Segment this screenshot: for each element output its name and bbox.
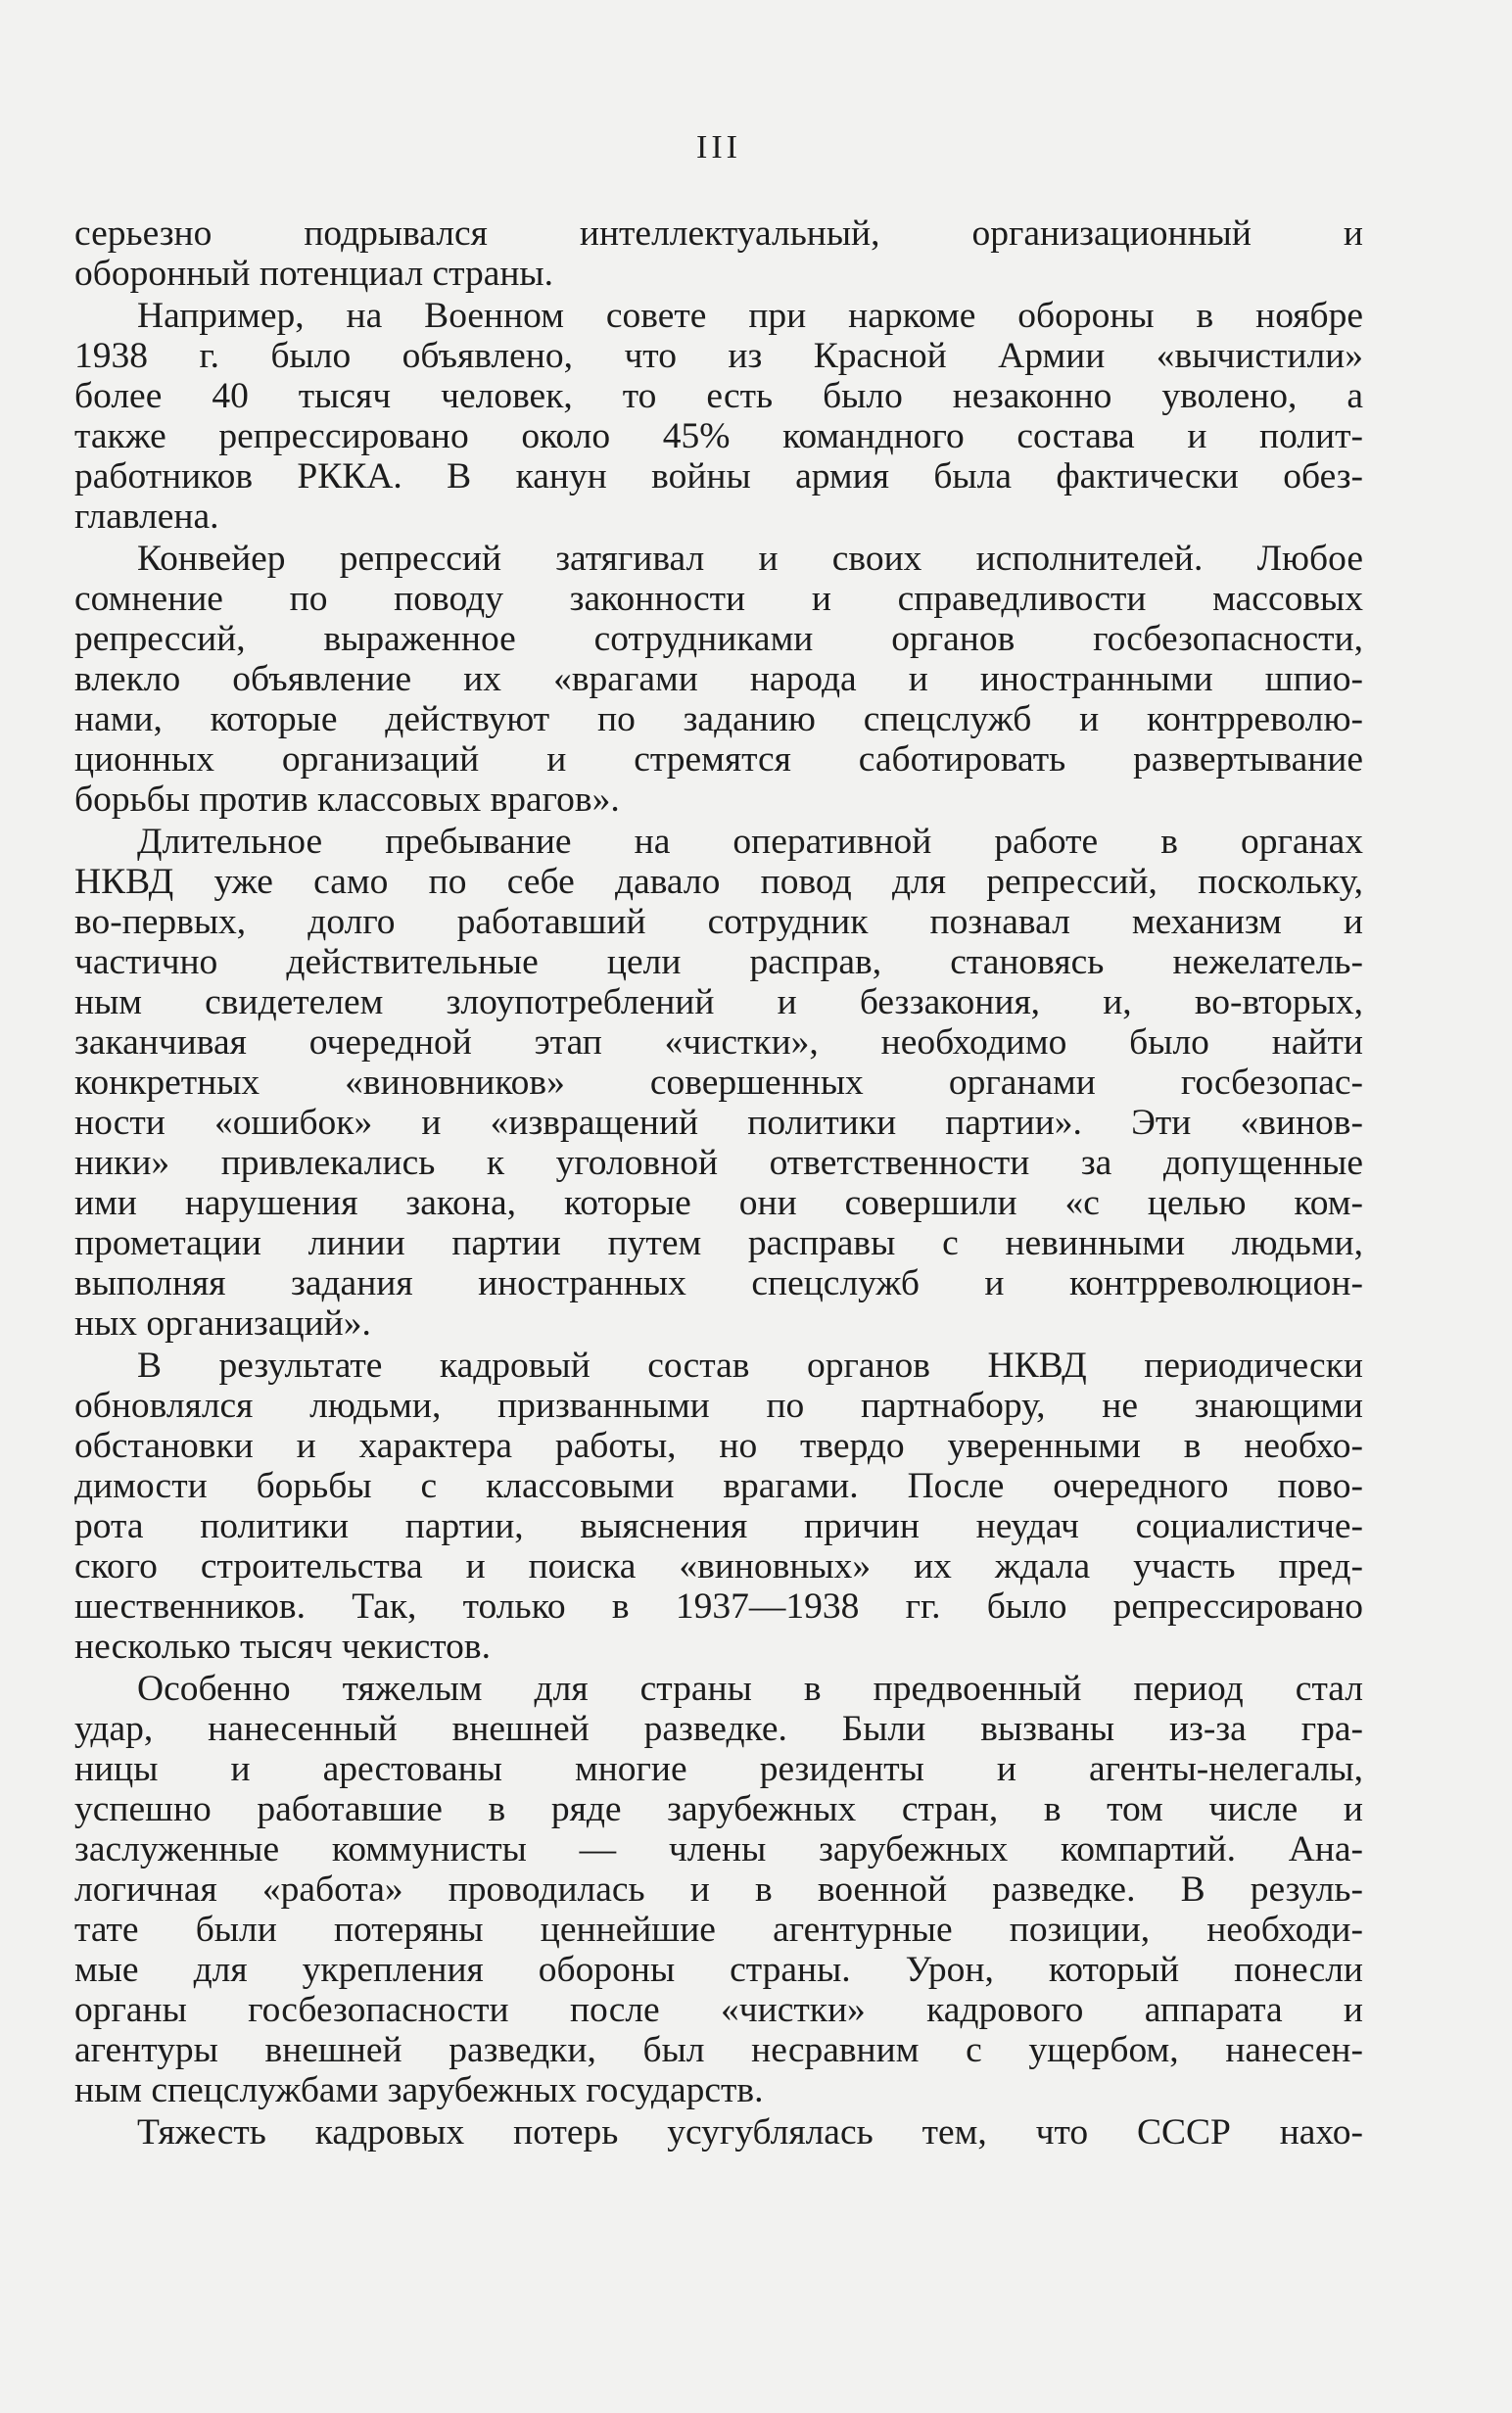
paragraph [74, 822, 1363, 1344]
text-line: успешно работавшие в ряде зарубежных стран, в том числе и [74, 1789, 1363, 1829]
paragraph [74, 296, 1363, 537]
text-line: В результате кадровый состав органов НКВД периодически [137, 1346, 1363, 1386]
paragraph [74, 539, 1363, 820]
text-line: заканчивая очередной этап «чистки», необходимо было найти [74, 1022, 1363, 1063]
text-line: ным свидетелем злоупотреблений и беззакония, и, во-вторых, [74, 982, 1363, 1022]
text-line: оборонный потенциал страны. [74, 254, 554, 294]
text-line: 1938 г. было объявлено, что из Красной Армии «вычистили» [74, 336, 1363, 376]
text-line: репрессий, выраженное сотрудниками органов госбезопасности, [74, 619, 1363, 659]
text-line: Тяжесть кадровых потерь усугублялась тем, что СССР нахо- [137, 2112, 1363, 2153]
text-line: Длительное пребывание на оперативной работе в органах [137, 822, 1363, 862]
text-line: серьезно подрывался интеллектуальный, организационный и [74, 213, 1363, 254]
text-line: работников РККА. В канун войны армия была фактически обез- [74, 456, 1363, 497]
text-line: димости борьбы с классовыми врагами. После очередного пово- [74, 1466, 1363, 1506]
text-line: конкретных «виновников» совершенных органами госбезопас- [74, 1063, 1363, 1103]
text-line: ими нарушения закона, которые они совершили «с целью ком- [74, 1183, 1363, 1223]
text-line: ционных организаций и стремятся саботировать развертывание [74, 739, 1363, 780]
text-line: органы госбезопасности после «чистки» кадрового аппарата и [74, 1990, 1363, 2030]
text-line: прометации линии партии путем расправы с невинными людьми, [74, 1223, 1363, 1263]
text-line: борьбы против классовых врагов». [74, 780, 620, 820]
text-line: агентуры внешней разведки, был несравним с ущербом, нанесен- [74, 2030, 1363, 2070]
text-line: частично действительные цели расправ, становясь нежелатель- [74, 942, 1363, 982]
text-line: ных организаций». [74, 1303, 371, 1344]
text-line: логичная «работа» проводилась и в военной разведке. В резуль- [74, 1869, 1363, 1910]
text-line: ники» привлекались к уголовной ответственности за допущенные [74, 1143, 1363, 1183]
book-page [74, 0, 1363, 2413]
text-line: ности «ошибок» и «извращений политики партии». Эти «винов- [74, 1103, 1363, 1143]
paragraph [74, 2112, 1363, 2153]
text-line: выполняя задания иностранных спецслужб и контрреволюцион- [74, 1263, 1363, 1303]
page-number: III [696, 129, 741, 166]
text-line: НКВД уже само по себе давало повод для репрессий, поскольку, [74, 862, 1363, 902]
body-text [74, 213, 1363, 2154]
text-line: обновлялся людьми, призванными по партнабору, не знающими [74, 1386, 1363, 1426]
text-line: шественников. Так, только в 1937—1938 гг. было репрессировано [74, 1586, 1363, 1627]
paragraph [74, 1346, 1363, 1667]
text-line: главлена. [74, 497, 219, 537]
text-line: Конвейер репрессий затягивал и своих исполнителей. Любое [137, 539, 1363, 579]
text-line: рота политики партии, выяснения причин неудач социалистиче- [74, 1506, 1363, 1546]
text-line: Например, на Военном совете при наркоме обороны в ноябре [137, 296, 1363, 336]
paragraph [74, 213, 1363, 294]
text-line: ского строительства и поиска «виновных» их ждала участь пред- [74, 1546, 1363, 1586]
text-line: удар, нанесенный внешней разведке. Были вызваны из-за гра- [74, 1709, 1363, 1749]
text-line: обстановки и характера работы, но твердо уверенными в необхо- [74, 1426, 1363, 1466]
text-line: также репрессировано около 45% командного состава и полит- [74, 416, 1363, 456]
text-line: мые для укрепления обороны страны. Урон, который понесли [74, 1950, 1363, 1990]
text-line: несколько тысяч чекистов. [74, 1627, 491, 1667]
text-line: более 40 тысяч человек, то есть было незаконно уволено, а [74, 376, 1363, 416]
text-line: во-первых, долго работавший сотрудник познавал механизм и [74, 902, 1363, 942]
text-line: Особенно тяжелым для страны в предвоенный период стал [137, 1669, 1363, 1709]
text-line: ным спецслужбами зарубежных государств. [74, 2070, 764, 2110]
text-line: сомнение по поводу законности и справедливости массовых [74, 579, 1363, 619]
text-line: влекло объявление их «врагами народа и иностранными шпио- [74, 659, 1363, 699]
paragraph [74, 1669, 1363, 2110]
text-line: тате были потеряны ценнейшие агентурные позиции, необходи- [74, 1910, 1363, 1950]
text-line: заслуженные коммунисты — члены зарубежных компартий. Ана- [74, 1829, 1363, 1869]
text-line: ницы и арестованы многие резиденты и агенты-нелегалы, [74, 1749, 1363, 1789]
text-line: нами, которые действуют по заданию спецслужб и контрреволю- [74, 699, 1363, 739]
